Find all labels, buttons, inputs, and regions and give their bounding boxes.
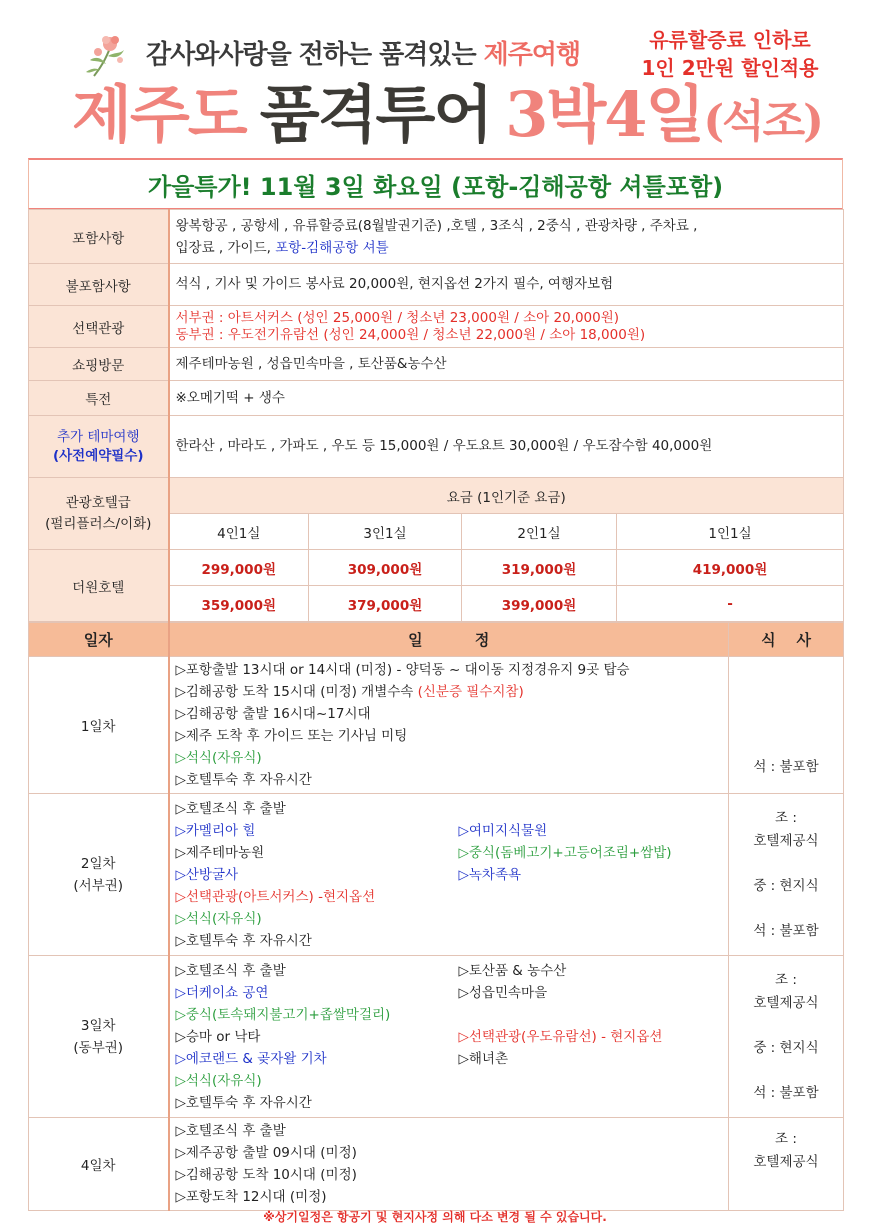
plan-line: ▷녹차족욕 — [458, 866, 522, 883]
footnote: ※상기일정은 항공기 및 현지사정 의해 다소 변경 될 수 있습니다. — [263, 1210, 607, 1224]
plan-line: ▷포항출발 13시대 or 14시대 (미정) - 양덕동 ~ 대이동 지정경유지 9곳 탑승 — [175, 662, 630, 678]
title-part-1: 제주도 — [72, 78, 246, 151]
hotel-grade-2: (펄리플러스/이화) — [45, 515, 152, 532]
optional-east: 동부권 : 우도전기유람선 (성인 24,000원 / 청소년 22,000원 / 소아 18,000원) — [175, 326, 646, 343]
day3-plan — [169, 956, 729, 1118]
title-part-4: (석조) — [703, 96, 822, 147]
plan-line: ▷호텔투숙 후 자유시간 — [175, 772, 312, 788]
day4-meal — [729, 1118, 844, 1211]
day4-plan — [169, 1118, 729, 1211]
meal-text: 호텔제공식 — [753, 832, 819, 849]
hotel-grade-label — [29, 478, 169, 550]
theme-tour-label — [29, 416, 169, 478]
shopping-label: 쇼핑방문 — [29, 348, 169, 381]
price-cell: 379,000원 — [309, 586, 462, 622]
price-cell: 399,000원 — [462, 586, 617, 622]
day1-meal — [729, 657, 844, 794]
header — [0, 0, 870, 158]
meal-text: 석 : 불포함 — [753, 1084, 819, 1101]
included-row — [29, 210, 844, 264]
plan-line: ▷카멜리아 힐 — [175, 822, 256, 839]
plan-line: ▷중식(토속돼지불고기+좁쌀막걸리) — [175, 1006, 391, 1023]
day1-plan — [169, 657, 729, 794]
meal-text: 조 : — [775, 1131, 797, 1147]
price-cell: 359,000원 — [169, 586, 309, 622]
day2-label-1: 2일차 — [80, 855, 116, 872]
special-text: ※오메기떡 + 생수 — [169, 381, 844, 416]
price-cell: - — [617, 586, 844, 622]
plan-line: ▷산방굴사 — [175, 866, 239, 883]
plan-line: ▷토산품 & 농수산 — [458, 962, 567, 979]
included-text-2: 입장료 , 가이드, — [175, 239, 276, 256]
plan-line: ▷김해공항 도착 15시대 (미정) 개별수속 — [175, 684, 418, 700]
day3-label-1: 3일차 — [80, 1017, 116, 1034]
plan-line: ▷더케이쇼 공연 — [175, 984, 269, 1001]
subtitle-accent: 제주여행 — [483, 40, 581, 70]
plan-line: ▷김해공항 출발 16시대~17시대 — [175, 706, 371, 722]
flower-icon — [84, 30, 132, 82]
plan-line: ▷제주공항 출발 09시대 (미정) — [175, 1145, 357, 1161]
title-part-2: 품격투어 — [259, 78, 492, 151]
excluded-text: 석식 , 기사 및 가이드 봉사료 20,000원, 현지옵션 2가지 필수, 여행자보험 — [169, 264, 844, 306]
day1-row — [29, 657, 844, 794]
day2-meal — [729, 794, 844, 956]
price-row-1 — [29, 550, 844, 586]
id-notice: (신분증 필수지참) — [417, 684, 524, 700]
meal-text: 석 : 불포함 — [753, 759, 819, 775]
optional-tour-label: 선택관광 — [29, 306, 169, 348]
excluded-row — [29, 264, 844, 306]
schedule-table — [28, 622, 844, 1211]
shopping-row — [29, 348, 844, 381]
head-plan: 일 정 — [169, 623, 729, 657]
shopping-text: 제주테마농원 , 성읍민속마을 , 토산품&농수산 — [169, 348, 844, 381]
info-table — [28, 209, 844, 622]
theme-tour-text: 한라산 , 마라도 , 가파도 , 우도 등 15,000원 / 우도요트 30,000원 / 우도잠수함 40,000원 — [169, 416, 844, 478]
optional-west: 서부권 : 아트서커스 (성인 25,000원 / 청소년 23,000원 / 소아 20,000원) — [175, 309, 620, 326]
head-meal: 식 사 — [729, 623, 844, 657]
room-type-2: 2인1실 — [462, 514, 617, 550]
head-day: 일자 — [29, 623, 169, 657]
plan-line: ▷성읍민속마을 — [458, 984, 548, 1001]
promo-banner — [28, 158, 843, 210]
meal-text: 석 : 불포함 — [753, 922, 819, 939]
optional-tour-row — [29, 306, 844, 348]
discount-notice — [630, 26, 830, 82]
excluded-label: 불포함사항 — [29, 264, 169, 306]
optional-tour-content — [169, 306, 844, 348]
meal-text: 중 : 현지식 — [753, 877, 819, 894]
plan-line: ▷제주테마농원 — [175, 844, 265, 861]
day3-label-2: (동부권) — [73, 1039, 124, 1056]
fee-header: 요금 (1인기준 요금) — [169, 478, 844, 514]
promo-banner-text: 가을특가! 11월 3일 화요일 (포항-김해공항 셔틀포함) — [147, 172, 724, 201]
plan-line: ▷호텔투숙 후 자유시간 — [175, 932, 312, 949]
meal-text: 조 : — [775, 809, 797, 826]
plan-line: ▷해녀촌 — [458, 1050, 509, 1067]
room-type-4: 4인1실 — [169, 514, 309, 550]
included-shuttle: 포항-김해공항 셔틀 — [275, 239, 389, 256]
plan-line: ▷석식(자유식) — [175, 750, 262, 766]
price-cell: 299,000원 — [169, 550, 309, 586]
plan-line: ▷석식(자유식) — [175, 910, 262, 927]
hotel-grade-1: 관광호텔급 — [65, 494, 131, 511]
theme-tour-row — [29, 416, 844, 478]
day2-label-2: (서부권) — [73, 877, 124, 894]
theme-label-2: (사전예약필수) — [52, 447, 144, 464]
plan-line: ▷선택관광(우도유람선) - 현지옵션 — [458, 1028, 663, 1045]
day3-meal — [729, 956, 844, 1118]
notice-line-2: 1인 2만원 할인적용 — [641, 56, 819, 80]
plan-line: ▷중식(돔베고기+고등어조림+쌈밥) — [458, 844, 672, 861]
plan-line: ▷승마 or 낙타 — [175, 1028, 261, 1045]
day4-row — [29, 1118, 844, 1211]
subtitle-text: 감사와사랑을 전하는 품격있는 — [146, 40, 484, 70]
plan-line: ▷여미지식물원 — [458, 822, 548, 839]
plan-line: ▷선택관광(아트서커스) -현지옵션 — [175, 888, 376, 905]
header-subtitle — [146, 34, 580, 71]
day2-plan — [169, 794, 729, 956]
price-cell: 319,000원 — [462, 550, 617, 586]
meal-text: 호텔제공식 — [753, 1154, 819, 1170]
plan-line: ▷김해공항 도착 10시대 (미정) — [175, 1167, 357, 1183]
notice-line-1: 유류할증료 인하로 — [649, 28, 811, 52]
included-text: 왕복항공 , 공항세 , 유류할증료(8월발권기준) ,호텔 , 3조식 , 2중식 , 관광차량 , 주차료 , — [175, 217, 698, 234]
plan-line: ▷호텔조식 후 출발 — [175, 800, 286, 817]
plan-line: ▷호텔조식 후 출발 — [175, 1123, 286, 1139]
plan-line: ▷에코랜드 & 곶자왈 기차 — [175, 1050, 327, 1067]
plan-line: ▷포항도착 12시대 (미정) — [175, 1189, 327, 1205]
room-type-3: 3인1실 — [309, 514, 462, 550]
plan-line: ▷석식(자유식) — [175, 1072, 262, 1089]
day3-label — [29, 956, 169, 1118]
fee-header-row — [29, 478, 844, 514]
page-title — [72, 78, 822, 159]
hotel-name: 더원호텔 — [29, 550, 169, 622]
meal-text: 중 : 현지식 — [753, 1039, 819, 1056]
room-type-1: 1인1실 — [617, 514, 844, 550]
special-row — [29, 381, 844, 416]
day1-label: 1일차 — [29, 657, 169, 794]
special-label: 특전 — [29, 381, 169, 416]
theme-label-1: 추가 테마여행 — [56, 428, 140, 445]
day3-row — [29, 956, 844, 1118]
day2-row — [29, 794, 844, 956]
schedule-header-row — [29, 623, 844, 657]
included-label: 포함사항 — [29, 210, 169, 264]
plan-line: ▷호텔조식 후 출발 — [175, 962, 286, 979]
price-cell: 309,000원 — [309, 550, 462, 586]
plan-line: ▷호텔투숙 후 자유시간 — [175, 1094, 312, 1111]
title-part-3: 3박4일 — [505, 78, 704, 151]
included-content — [169, 210, 844, 264]
day2-label — [29, 794, 169, 956]
price-cell: 419,000원 — [617, 550, 844, 586]
day4-label: 4일차 — [29, 1118, 169, 1211]
plan-line: ▷제주 도착 후 가이드 또는 기사님 미팅 — [175, 728, 408, 744]
meal-text: 조 : — [775, 971, 797, 988]
meal-text: 호텔제공식 — [753, 994, 819, 1011]
